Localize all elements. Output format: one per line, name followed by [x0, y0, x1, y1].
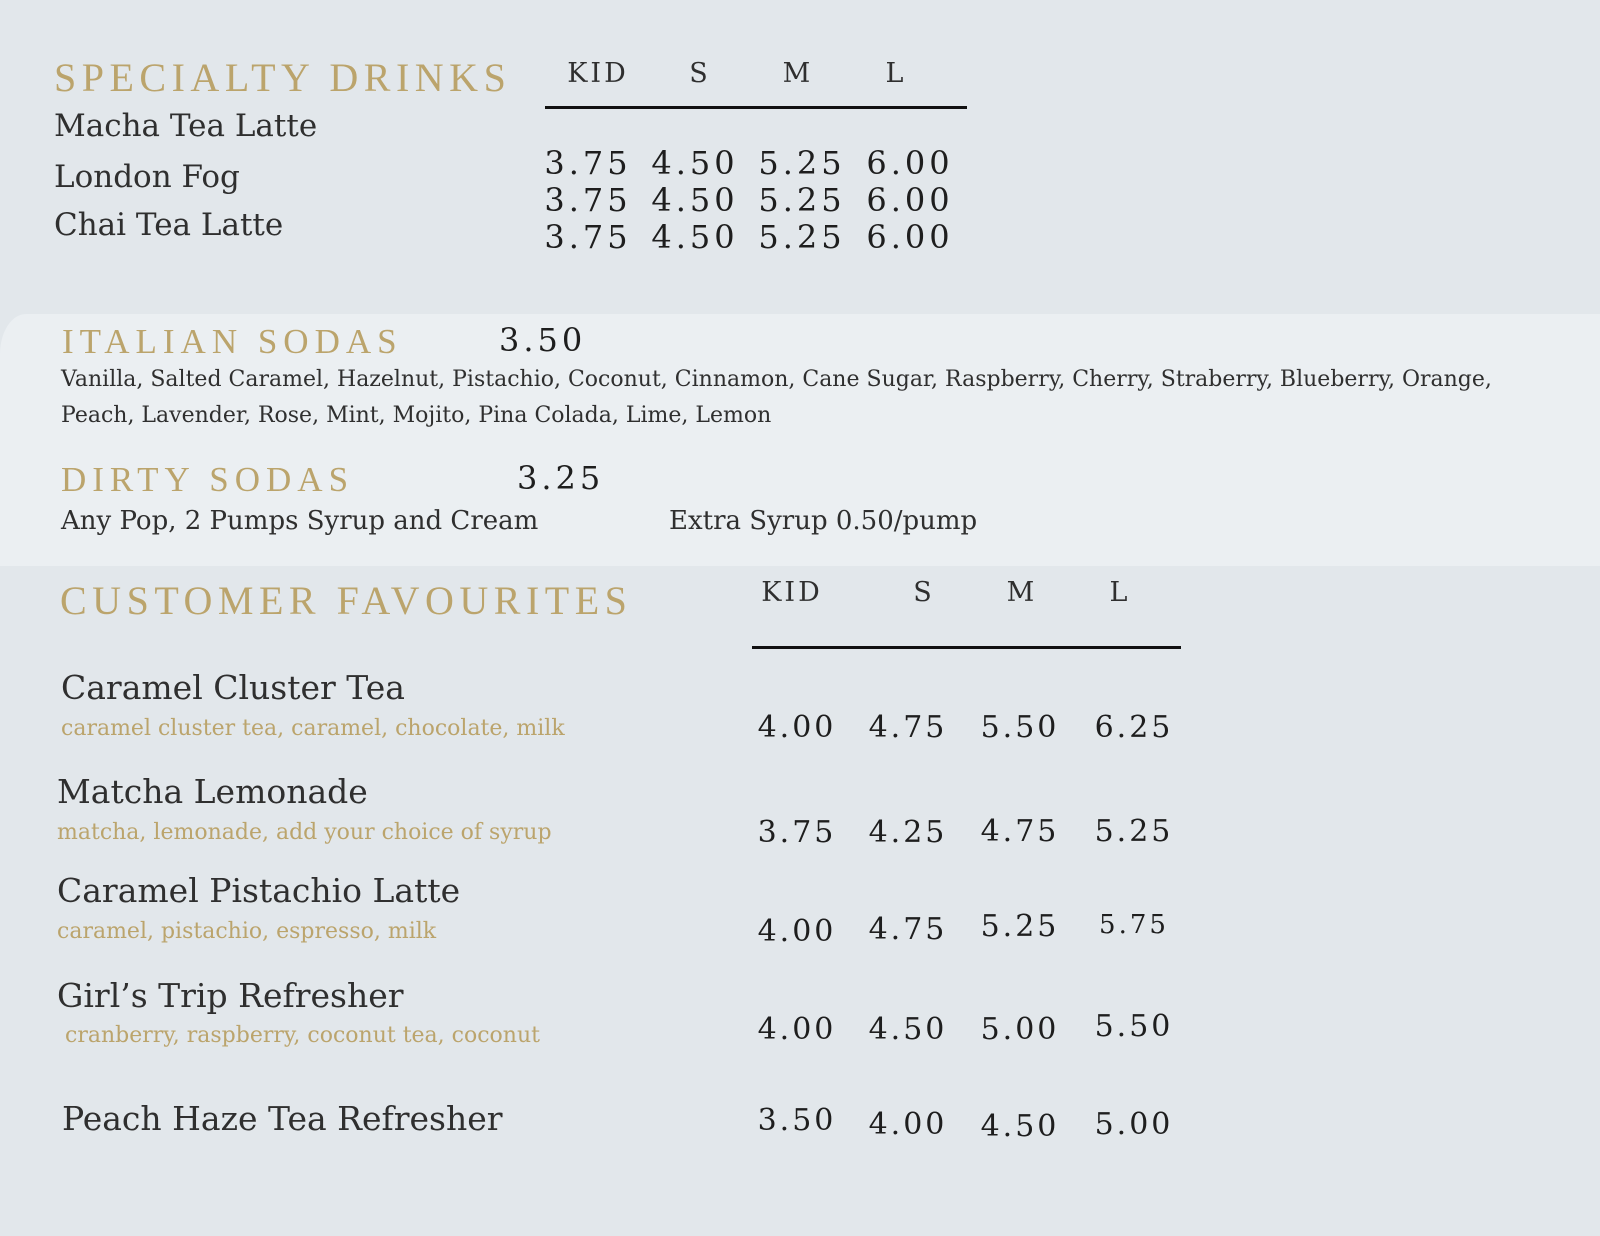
- favourite-price: 4.75: [868, 912, 948, 947]
- specialty-price: 5.25: [758, 218, 846, 256]
- specialty-price: 5.25: [758, 144, 846, 182]
- favourite-item-name: Caramel Cluster Tea: [61, 668, 405, 707]
- favourite-price: 5.75: [1099, 910, 1169, 940]
- specialty-price: 3.75: [544, 218, 632, 256]
- favourites-size-m: M: [1006, 577, 1038, 608]
- favourite-price: 3.50: [757, 1103, 837, 1138]
- specialty-size-m: M: [782, 58, 814, 89]
- favourite-item-name: Matcha Lemonade: [57, 772, 368, 811]
- specialty-item-name: London Fog: [54, 159, 240, 195]
- specialty-price: 6.00: [866, 181, 954, 219]
- italian-sodas-price: 3.50: [499, 321, 587, 359]
- specialty-size-l: L: [885, 58, 907, 89]
- favourite-price: 4.25: [868, 815, 948, 850]
- specialty-title: SPECIALTY DRINKS: [54, 55, 512, 100]
- favourite-price: 4.00: [757, 710, 837, 745]
- favourite-price: 4.50: [868, 1012, 948, 1047]
- italian-sodas-title: ITALIAN SODAS: [62, 322, 403, 361]
- favourite-price: 4.00: [757, 1012, 837, 1047]
- specialty-price: 5.25: [758, 181, 846, 219]
- favourite-item-name: Caramel Pistachio Latte: [57, 871, 461, 910]
- specialty-size-kid: KID: [567, 58, 629, 89]
- favourites-size-l: L: [1109, 577, 1131, 608]
- specialty-item-name: Macha Tea Latte: [54, 108, 318, 144]
- favourite-price: 4.00: [868, 1107, 948, 1142]
- favourites-size-s: S: [913, 577, 935, 608]
- favourite-item-name: Peach Haze Tea Refresher: [62, 1099, 503, 1138]
- specialty-price: 4.50: [651, 144, 739, 182]
- favourite-item-desc: caramel, pistachio, espresso, milk: [57, 919, 437, 944]
- specialty-header-rule: [545, 106, 967, 109]
- specialty-price: 3.75: [544, 181, 632, 219]
- favourite-price: 5.25: [980, 909, 1060, 944]
- favourites-header-rule: [752, 646, 1181, 649]
- favourite-price: 4.00: [757, 914, 837, 949]
- favourite-price: 5.50: [1094, 1009, 1174, 1044]
- favourite-item-desc: cranberry, raspberry, coconut tea, coconut: [65, 1023, 540, 1048]
- favourite-price: 4.75: [868, 710, 948, 745]
- specialty-price: 6.00: [866, 144, 954, 182]
- favourite-item-name: Girl’s Trip Refresher: [57, 976, 404, 1015]
- favourites-title: CUSTOMER FAVOURITES: [60, 578, 633, 623]
- dirty-sodas-price: 3.25: [517, 459, 605, 497]
- specialty-price: 3.75: [544, 144, 632, 182]
- dirty-sodas-description: Any Pop, 2 Pumps Syrup and Cream: [61, 506, 539, 536]
- favourite-item-desc: caramel cluster tea, caramel, chocolate, milk: [61, 716, 565, 741]
- specialty-item-name: Chai Tea Latte: [54, 207, 284, 243]
- favourite-price: 4.50: [980, 1109, 1060, 1144]
- specialty-size-s: S: [689, 58, 711, 89]
- favourite-price: 5.00: [1094, 1107, 1174, 1142]
- dirty-sodas-extra: Extra Syrup 0.50/pump: [669, 506, 978, 536]
- favourite-price: 3.75: [757, 815, 837, 850]
- specialty-price: 6.00: [866, 218, 954, 256]
- favourite-price: 6.25: [1094, 710, 1174, 745]
- specialty-price: 4.50: [651, 181, 739, 219]
- favourite-item-desc: matcha, lemonade, add your choice of syrup: [57, 820, 552, 845]
- favourite-price: 4.75: [980, 814, 1060, 849]
- italian-sodas-flavors: Vanilla, Salted Caramel, Hazelnut, Pistachio, Coconut, Cinnamon, Cane Sugar, Raspberry, Cherry, Straberry, Blueberry, Orange, Peach, Lavender, Rose, Mint, Mojito, Pina Colada, Lime, Lemon: [61, 367, 1492, 428]
- favourite-price: 5.50: [980, 710, 1060, 745]
- favourites-size-kid: KID: [761, 577, 823, 608]
- specialty-price: 4.50: [651, 218, 739, 256]
- dirty-sodas-title: DIRTY SODAS: [61, 460, 355, 499]
- favourite-price: 5.00: [980, 1012, 1060, 1047]
- favourite-price: 5.25: [1094, 814, 1174, 849]
